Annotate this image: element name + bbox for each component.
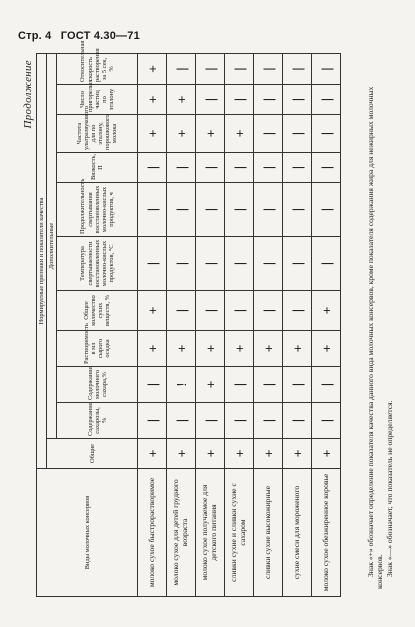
indicator-mark: | <box>138 403 167 439</box>
product-name: молоко сухое обезжиренное коровье <box>312 469 341 597</box>
indicator-mark: | <box>312 153 341 183</box>
indicator-mark: + <box>196 115 225 153</box>
product-column-header: Виды молочных консервов <box>37 469 138 597</box>
indicator-header: Содержание сахарозы, % <box>57 403 138 439</box>
indicator-mark: | <box>138 367 167 403</box>
indicator-mark: | <box>283 367 312 403</box>
indicator-mark: + <box>167 115 196 153</box>
indicator-mark: + <box>312 439 341 469</box>
indicator-mark: + <box>225 331 254 367</box>
page-number: Стр. 4 <box>18 30 52 42</box>
indicator-mark: | <box>138 183 167 237</box>
indicator-mark: | <box>196 237 225 291</box>
indicator-mark: + <box>138 291 167 331</box>
indicator-mark: + <box>312 331 341 367</box>
table-row <box>225 53 254 596</box>
indicator-mark: | <box>196 85 225 115</box>
indicator-mark: ! <box>167 367 196 403</box>
indicator-mark: + <box>283 439 312 469</box>
indicator-mark: + <box>196 367 225 403</box>
indicator-mark: | <box>283 85 312 115</box>
indicator-mark: | <box>312 237 341 291</box>
indicator-mark: + <box>254 331 283 367</box>
indicator-mark: | <box>196 403 225 439</box>
indicator-mark: | <box>196 183 225 237</box>
indicator-mark: | <box>138 153 167 183</box>
indicator-mark: | <box>312 53 341 84</box>
indicator-mark: + <box>225 439 254 469</box>
indicator-mark: | <box>283 403 312 439</box>
indicator-mark: | <box>167 237 196 291</box>
indicators-group-header: Нормируемые признаки и показатели качества <box>37 53 47 468</box>
indicator-header: Растворимость в мл сырого осадка <box>57 331 138 367</box>
product-name: сухие смеси для мороженого <box>283 469 312 597</box>
product-name: молоко сухое быстрорастворимое <box>138 469 167 597</box>
indicator-mark: | <box>254 403 283 439</box>
indicator-mark: | <box>312 403 341 439</box>
indicator-mark: + <box>138 85 167 115</box>
indicator-mark: | <box>167 403 196 439</box>
table-body <box>138 53 341 596</box>
indicator-mark: | <box>196 53 225 84</box>
indicator-mark: + <box>254 439 283 469</box>
table-row <box>138 53 167 596</box>
indicator-mark: | <box>167 153 196 183</box>
indicator-header: Вязкость, П <box>57 153 138 183</box>
indicator-mark: + <box>225 115 254 153</box>
indicator-mark: | <box>283 153 312 183</box>
indicator-mark: + <box>138 439 167 469</box>
indicator-mark: | <box>196 291 225 331</box>
table-row <box>167 53 196 596</box>
product-name: сливки сухие и сливки сухие с сахаром <box>225 469 254 597</box>
indicator-mark: + <box>196 331 225 367</box>
indicator-mark: | <box>254 53 283 84</box>
footnotes <box>366 59 394 589</box>
indicator-mark: + <box>138 53 167 84</box>
indicator-header: Температура свертываемости восстановленных молочно-кислых продуктов, °С <box>57 237 138 291</box>
indicator-mark: | <box>312 115 341 153</box>
general-header: Общие <box>47 439 138 469</box>
indicator-mark: + <box>196 439 225 469</box>
indicator-mark: | <box>225 403 254 439</box>
rotated-page-content <box>20 40 415 597</box>
indicator-mark: + <box>167 85 196 115</box>
table-row <box>196 53 225 596</box>
indicator-mark: | <box>225 367 254 403</box>
footnote-dash: Знак «—» обозначает, что показатель не определяется. <box>384 400 394 577</box>
table-row <box>312 53 341 596</box>
continuation-label: Продолжение <box>22 60 34 129</box>
indicator-mark: | <box>312 183 341 237</box>
indicator-mark: | <box>312 85 341 115</box>
indicator-mark: | <box>283 53 312 84</box>
landscape-block <box>20 40 415 597</box>
indicator-header: Продолжительность свертывания восстановленных молочно-кислых продуктов, ч <box>57 183 138 237</box>
indicator-header: Общее количество сухих веществ, % <box>57 291 138 331</box>
product-name: молоко сухое для детей грудного возраста <box>167 469 196 597</box>
indicator-mark: | <box>167 183 196 237</box>
indicator-mark: | <box>254 367 283 403</box>
quality-indicators-table <box>36 40 341 597</box>
indicator-mark: | <box>254 153 283 183</box>
indicator-mark: | <box>138 237 167 291</box>
indicator-mark: | <box>167 53 196 84</box>
indicator-mark: | <box>225 85 254 115</box>
indicator-mark: | <box>283 183 312 237</box>
indicator-mark: | <box>254 115 283 153</box>
indicator-mark: + <box>167 439 196 469</box>
indicator-mark: + <box>312 291 341 331</box>
indicator-mark: | <box>283 115 312 153</box>
indicator-mark: | <box>312 367 341 403</box>
indicator-mark: + <box>167 331 196 367</box>
indicator-mark: + <box>138 115 167 153</box>
product-name: сливки сухие высокожирные <box>254 469 283 597</box>
indicator-mark: + <box>138 331 167 367</box>
additional-header: Дополнительные <box>47 53 57 438</box>
indicator-mark: | <box>225 53 254 84</box>
indicator-mark: | <box>254 237 283 291</box>
indicator-mark: | <box>283 237 312 291</box>
indicator-mark: | <box>196 153 225 183</box>
indicator-mark: | <box>283 291 312 331</box>
indicator-mark: | <box>225 183 254 237</box>
indicator-mark: | <box>254 85 283 115</box>
footnote-plus: Знак «+» обозначает определение показателя качества данного вида молочных консервов, кроме показателя содержания жира для нежирных молочных консервов. <box>366 86 385 589</box>
indicator-header: Относительная скорость растворения за 5 сек, % <box>57 53 138 84</box>
indicator-mark: | <box>225 237 254 291</box>
indicator-mark: | <box>225 291 254 331</box>
indicator-mark: + <box>283 331 312 367</box>
indicator-mark: | <box>254 291 283 331</box>
product-name: молоко сухое получаемое для детского питания <box>196 469 225 597</box>
indicator-header: Частота ультразвукового для по эталону, порошкового молока <box>57 115 138 153</box>
table-row <box>254 53 283 596</box>
indicator-mark: | <box>254 183 283 237</box>
indicator-mark: | <box>167 291 196 331</box>
indicator-header: Число пригорелых частиц по эталону <box>57 85 138 115</box>
standard-number: ГОСТ 4.30—71 <box>60 30 140 42</box>
indicator-header: Содержание молочного сахара,% <box>57 367 138 403</box>
table-row <box>283 53 312 596</box>
indicator-mark: | <box>225 153 254 183</box>
